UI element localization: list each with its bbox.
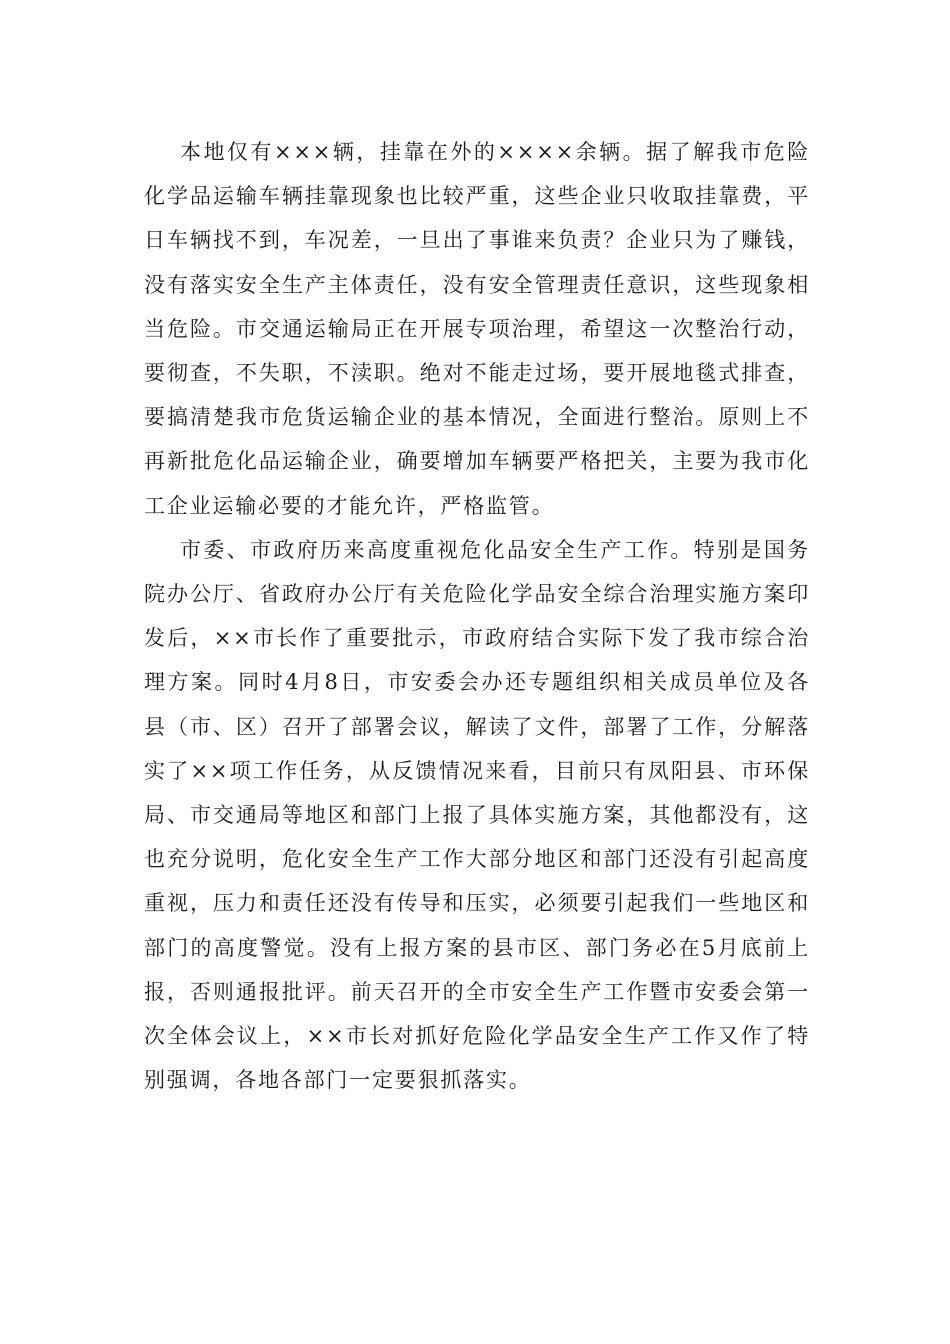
paragraph-vehicle-affiliation: 本地仅有×××辆，挂靠在外的××××余辆。据了解我市危险化学品运输车辆挂靠现象也比较严重，这些企业只收取挂靠费，平日车辆找不到，车况差，一旦出了事谁来负责？企业只为了赚钱，没有落实安全生产主体责任，没有安全管理责任意识，这些现象相当危险。市交通运输局正在开展专项治理，希望这一次整治行动，要彻查，不失职，不渎职。绝对不能走过场，要开展地毯式排查，要搞清楚我市危货运输企业的基本情况，全面进行整治。原则上不再新批危化品运输企业，确要增加车辆要严格把关，主要为我市化工企业运输必要的才能允许，严格监管。 [144, 140, 810, 518]
paragraph-government-emphasis: 市委、市政府历来高度重视危化品安全生产工作。特别是国务院办公厅、省政府办公厅有关危险化学品安全综合治理实施方案印发后，××市长作了重要批示，市政府结合实际下发了我市综合治理方案。同时4月8日，市安委会办还专题组织相关成员单位及各县（市、区）召开了部署会议，解读了文件，部署了工作，分解落实了××项工作任务，从反馈情况来看，目前只有凤阳县、市环保局、市交通局等地区和部门上报了具体实施方案，其他都没有，这也充分说明，危化安全生产工作大部分地区和部门还没有引起高度重视，压力和责任还没有传导和压实，必须要引起我们一些地区和部门的高度警觉。没有上报方案的县市区、部门务必在5月底前上报，否则通报批评。前天召开的全市安全生产工作暨市安委会第一次全体会议上，××市长对抓好危险化学品安全生产工作又作了特别强调，各地各部门一定要狠抓落实。 [144, 537, 810, 1093]
document-body [144, 130, 810, 1102]
